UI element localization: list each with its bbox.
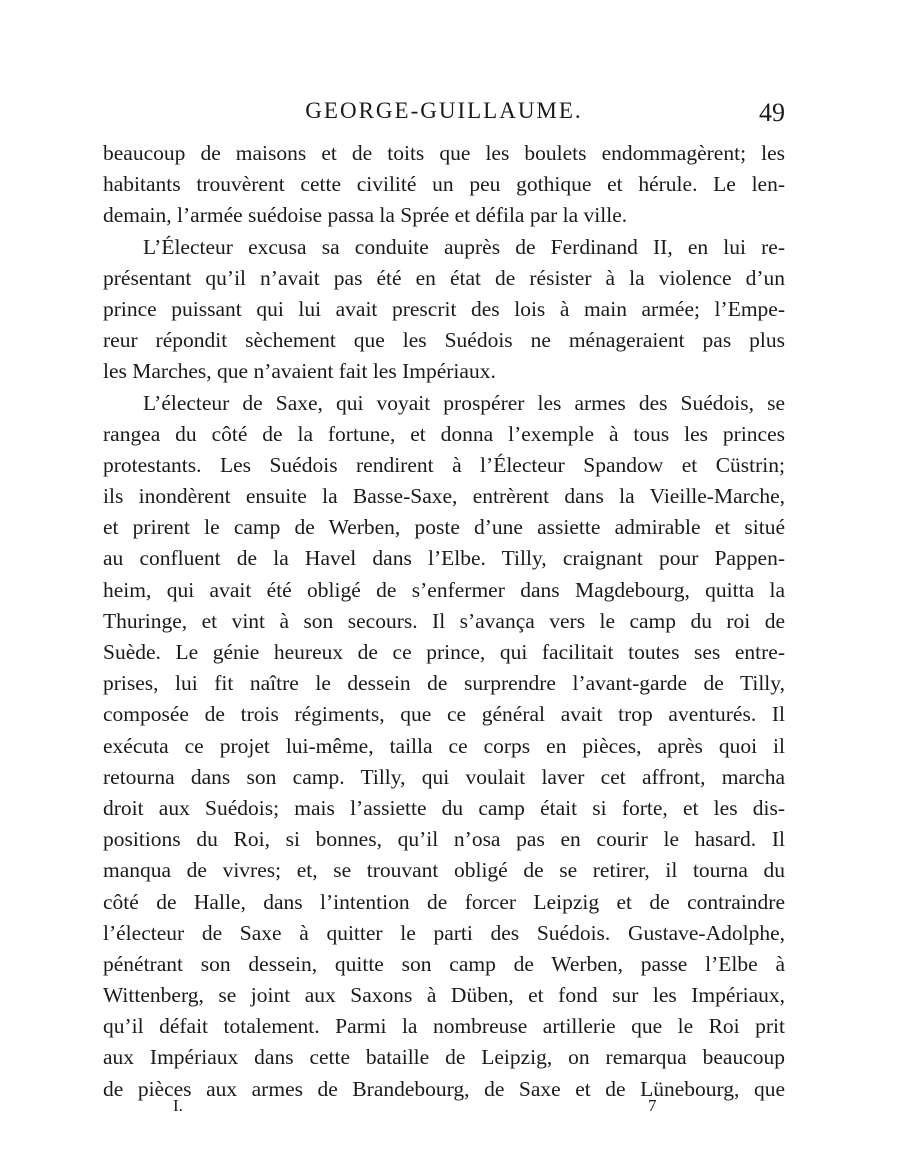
paragraph bbox=[103, 138, 785, 232]
running-title: GEORGE-GUILLAUME. bbox=[305, 98, 583, 123]
paragraph bbox=[103, 388, 785, 1105]
text-line: les Marches, que n’avaient fait les Impériaux. bbox=[103, 359, 496, 384]
paragraph bbox=[103, 232, 785, 388]
text-line: L’électeur de Saxe, qui voyait prospérer les armes des Suédois, se bbox=[143, 390, 785, 415]
text-line: ils inondèrent ensuite la Basse-Saxe, entrèrent dans la Vieille-Marche, bbox=[103, 484, 785, 509]
text-line: présentant qu’il n’avait pas été en état de résister à la violence d’un bbox=[103, 265, 785, 290]
text-line: Wittenberg, se joint aux Saxons à Düben, et fond sur les Impériaux, bbox=[103, 983, 785, 1008]
text-line: de pièces aux armes de Brandebourg, de Saxe et de Lünebourg, que bbox=[103, 1076, 785, 1101]
text-line: exécuta ce projet lui-même, tailla ce corps en pièces, après quoi il bbox=[103, 733, 785, 758]
text-line: demain, l’armée suédoise passa la Sprée et défila par la ville. bbox=[103, 203, 628, 228]
page-number: 49 bbox=[759, 98, 785, 127]
text-line: Thuringe, et vint à son secours. Il s’avança vers le camp du roi de bbox=[103, 608, 785, 633]
text-line: beaucoup de maisons et de toits que les boulets endommagèrent; les bbox=[103, 141, 785, 165]
text-line: L’Électeur excusa sa conduite auprès de Ferdinand II, en lui re- bbox=[143, 234, 785, 259]
text-line: et prirent le camp de Werben, poste d’une assiette admirable et situé bbox=[103, 515, 785, 540]
text-line: Suède. Le génie heureux de ce prince, qui facilitait toutes ses entre- bbox=[103, 640, 785, 664]
text-line: retourna dans son camp. Tilly, qui voulait laver cet affront, marcha bbox=[103, 764, 785, 789]
text-line: habitants trouvèrent cette civilité un peu gothique et hérule. Le len- bbox=[103, 172, 785, 197]
text-line: composée de trois régiments, que ce général avait trop aventurés. Il bbox=[103, 702, 785, 727]
text-line: droit aux Suédois; mais l’assiette du camp était si forte, et les dis- bbox=[103, 795, 785, 820]
text-line: côté de Halle, dans l’intention de forcer Leipzig et de contraindre bbox=[103, 889, 785, 914]
text-line: protestants. Les Suédois rendirent à l’Électeur Spandow et Cüstrin; bbox=[103, 452, 785, 477]
running-head bbox=[103, 96, 785, 130]
body-text bbox=[103, 138, 785, 1105]
signature-mark: I. bbox=[173, 1096, 183, 1115]
text-line: manqua de vivres; et, se trouvant obligé de se retirer, il tourna du bbox=[103, 858, 785, 883]
text-line: l’électeur de Saxe à quitter le parti des Suédois. Gustave-Adolphe, bbox=[103, 920, 785, 945]
text-line: prises, lui fit naître le dessein de surprendre l’avant-garde de Tilly, bbox=[103, 671, 785, 696]
text-line: heim, qui avait été obligé de s’enfermer dans Magdebourg, quitta la bbox=[103, 577, 785, 602]
text-line: qu’il défait totalement. Parmi la nombreuse artillerie que le Roi prit bbox=[103, 1014, 785, 1039]
text-line: reur répondit sèchement que les Suédois ne ménageraient pas plus bbox=[103, 328, 785, 353]
text-line: au confluent de la Havel dans l’Elbe. Tilly, craignant pour Pappen- bbox=[103, 546, 785, 571]
text-line: aux Impériaux dans cette bataille de Leipzig, on remarqua beaucoup bbox=[103, 1045, 785, 1070]
text-line: rangea du côté de la fortune, et donna l’exemple à tous les princes bbox=[103, 421, 785, 446]
text-line: positions du Roi, si bonnes, qu’il n’osa pas en courir le hasard. Il bbox=[103, 827, 785, 852]
text-line: pénétrant son dessein, quitte son camp de Werben, passe l’Elbe à bbox=[103, 951, 785, 976]
text-line: prince puissant qui lui avait prescrit des lois à main armée; l’Empe- bbox=[103, 296, 785, 321]
page-footer bbox=[103, 1096, 785, 1120]
sheet-number: 7 bbox=[648, 1096, 657, 1115]
